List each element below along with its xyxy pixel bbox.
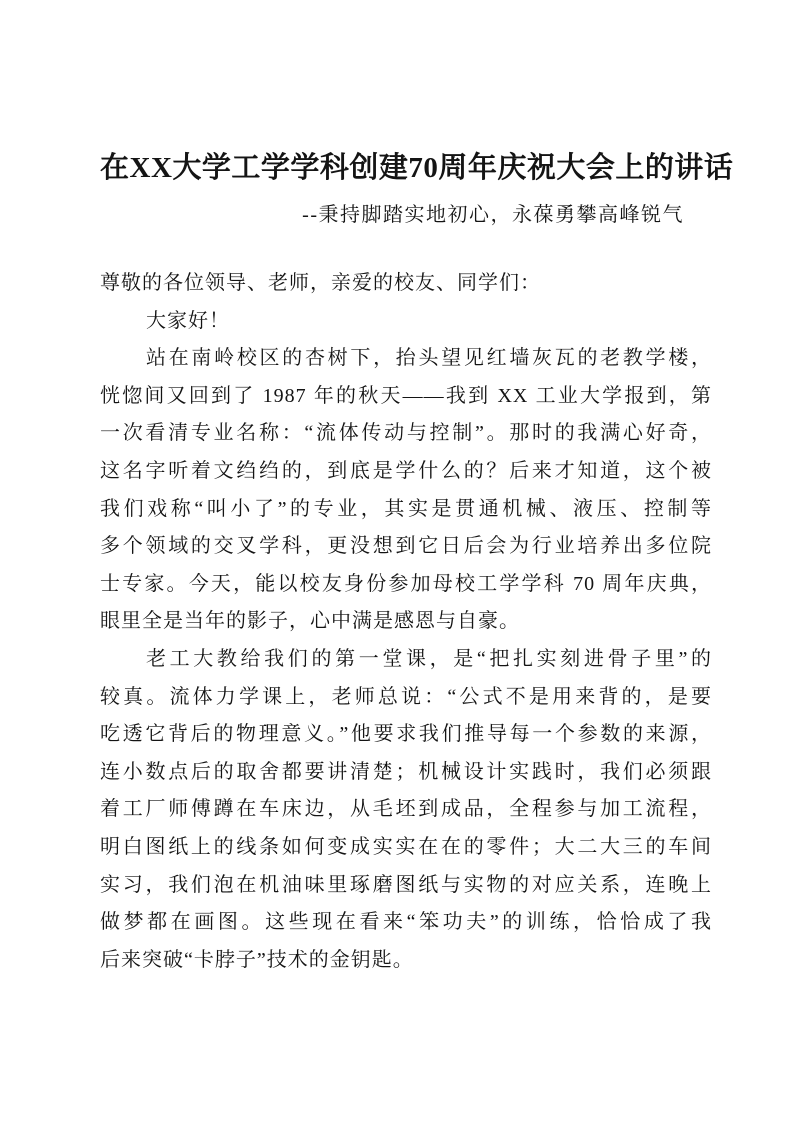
text-line: 实习，我们泡在机油味里琢磨图纸与实物的对应关系，连晚上	[100, 873, 712, 896]
text-line: 连小数点后的取舍都要讲清楚；机械设计实践时，我们必须跟	[100, 760, 712, 783]
document-content	[100, 0, 734, 979]
text-line: 一次看清专业名称：“流体传动与控制”。那时的我满心好奇，	[100, 422, 712, 445]
text-line: 这名字听着文绉绉的，到底是学什么的？后来才知道，这个被	[100, 459, 712, 482]
document-title: 在XX大学工学学科创建70周年庆祝大会上的讲话	[100, 152, 734, 184]
text-line: 明白图纸上的线条如何变成实实在在的零件；大二大三的车间	[100, 835, 712, 858]
text-line: 士专家。今天，能以校友身份参加母校工学学科 70 周年庆典，	[100, 572, 712, 595]
text-line: 我们戏称“叫小了”的专业，其实是贯通机械、液压、控制等	[100, 497, 712, 520]
text-line: 大家好！	[146, 309, 230, 332]
text-line: 老工大教给我们的第一堂课，是“把扎实刻进骨子里”的	[146, 647, 712, 670]
text-line: 眼里全是当年的影子，心中满是感恩与自豪。	[100, 610, 520, 633]
text-line: 做梦都在画图。这些现在看来“笨功夫”的训练，恰恰成了我	[100, 911, 712, 934]
text-line: 后来突破“卡脖子”技术的金钥匙。	[100, 948, 414, 971]
text-line: 恍惚间又回到了 1987 年的秋天——我到 XX 工业大学报到，第	[100, 384, 712, 407]
text-line: 较真。流体力学课上，老师总说：“公式不是用来背的，是要	[100, 685, 712, 708]
document-body	[100, 265, 712, 979]
text-line: 着工厂师傅蹲在车床边，从毛坯到成品，全程参与加工流程，	[100, 798, 712, 821]
text-line: 站在南岭校区的杏树下，抬头望见红墙灰瓦的老教学楼，	[146, 347, 712, 370]
text-line: 多个领域的交叉学科，更没想到它日后会为行业培养出多位院	[100, 535, 712, 558]
text-line: 尊敬的各位领导、老师，亲爱的校友、同学们：	[100, 272, 541, 294]
text-line: 吃透它背后的物理意义。”他要求我们推导每一个参数的来源，	[100, 723, 712, 746]
document-subtitle: --秉持脚踏实地初心，永葆勇攀高峰锐气	[302, 204, 684, 226]
